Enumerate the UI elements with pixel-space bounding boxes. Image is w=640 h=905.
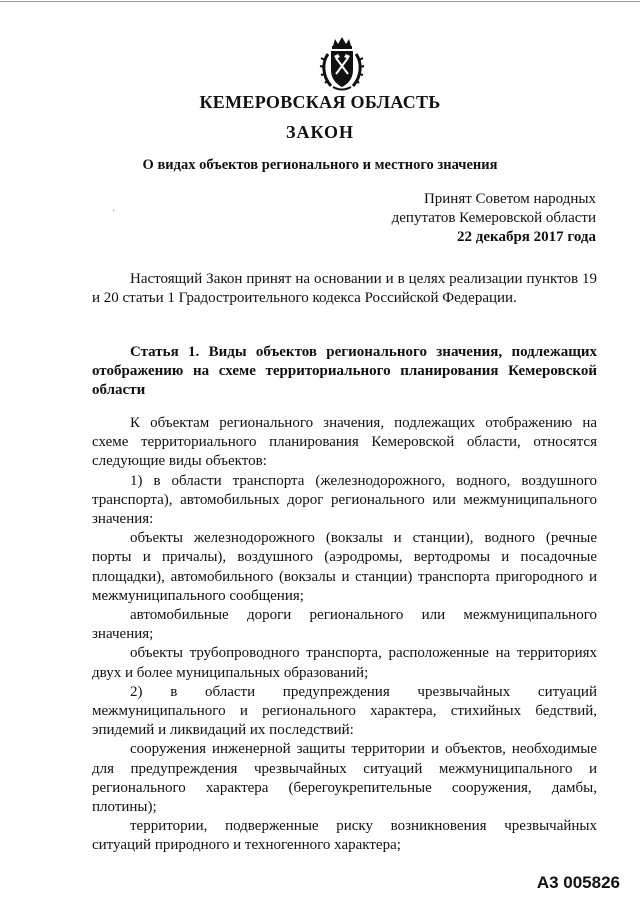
- article-paragraph: автомобильные дороги регионального или межмуниципального значения;: [92, 607, 597, 643]
- law-title: О видах объектов регионального и местного значения: [142, 157, 498, 173]
- scan-top-line: [0, 1, 640, 2]
- region-heading: КЕМЕРОВСКАЯ ОБЛАСТЬ: [199, 92, 441, 112]
- article-1-title: Статья 1. Виды объектов регионального значения, подлежащих отображению на схеме территориального планирования Кемеровской области: [92, 344, 597, 398]
- article-1-body: [92, 414, 597, 856]
- adoption-line-1: Принят Советом народных: [423, 191, 596, 207]
- article-paragraph: 1) в области транспорта (железнодорожного, водного, воздушного транспорта), автомобильных дорог регионального или межмуниципального значения:: [92, 472, 597, 528]
- article-paragraph: К объектам регионального значения, подлежащих отображению на схеме территориального планирования Кемеровской области, относятся следующие виды объектов:: [92, 415, 597, 470]
- document-type-heading: ЗАКОН: [285, 122, 355, 142]
- article-paragraph: объекты железнодорожного (вокзалы и станции), водного (речные порты и причалы), воздушного (аэродромы, вертодромы и посадочные площадки), автомобильного (вокзалы и станции) транспорта пригородного и межмуниципального сообщения;: [92, 530, 597, 604]
- adoption-date: 22 декабря 2017 года: [457, 229, 596, 245]
- adoption-block: [392, 190, 596, 247]
- article-paragraph: сооружения инженерной защиты территории и объектов, необходимые для предупреждения чрезвычайных ситуаций межмуниципального и регионального характера (берегоукрепительные сооружения, дамбы, плотины);: [92, 741, 597, 816]
- article-paragraph: объекты трубопроводного транспорта, расположенные на территориях двух и более муниципальных образований;: [92, 645, 597, 681]
- adoption-line-2: депутатов Кемеровской области: [391, 210, 596, 226]
- article-paragraph: территории, подверженные риску возникновения чрезвычайных ситуаций природного и техногенного характера;: [92, 818, 597, 854]
- preamble-paragraph: Настоящий Закон принят на основании и в целях реализации пунктов 19 и 20 статьи 1 Градостроительного кодекса Российской Федерации.: [92, 271, 597, 307]
- document-serial-number: А3 005826: [536, 873, 620, 892]
- coat-of-arms-icon: [319, 36, 365, 92]
- article-paragraph: 2) в области предупреждения чрезвычайных ситуаций межмуниципального и регионального характера, стихийных бедствий, эпидемий и ликвидаций их последствий:: [92, 683, 597, 739]
- scan-artifact: ·: [112, 206, 116, 217]
